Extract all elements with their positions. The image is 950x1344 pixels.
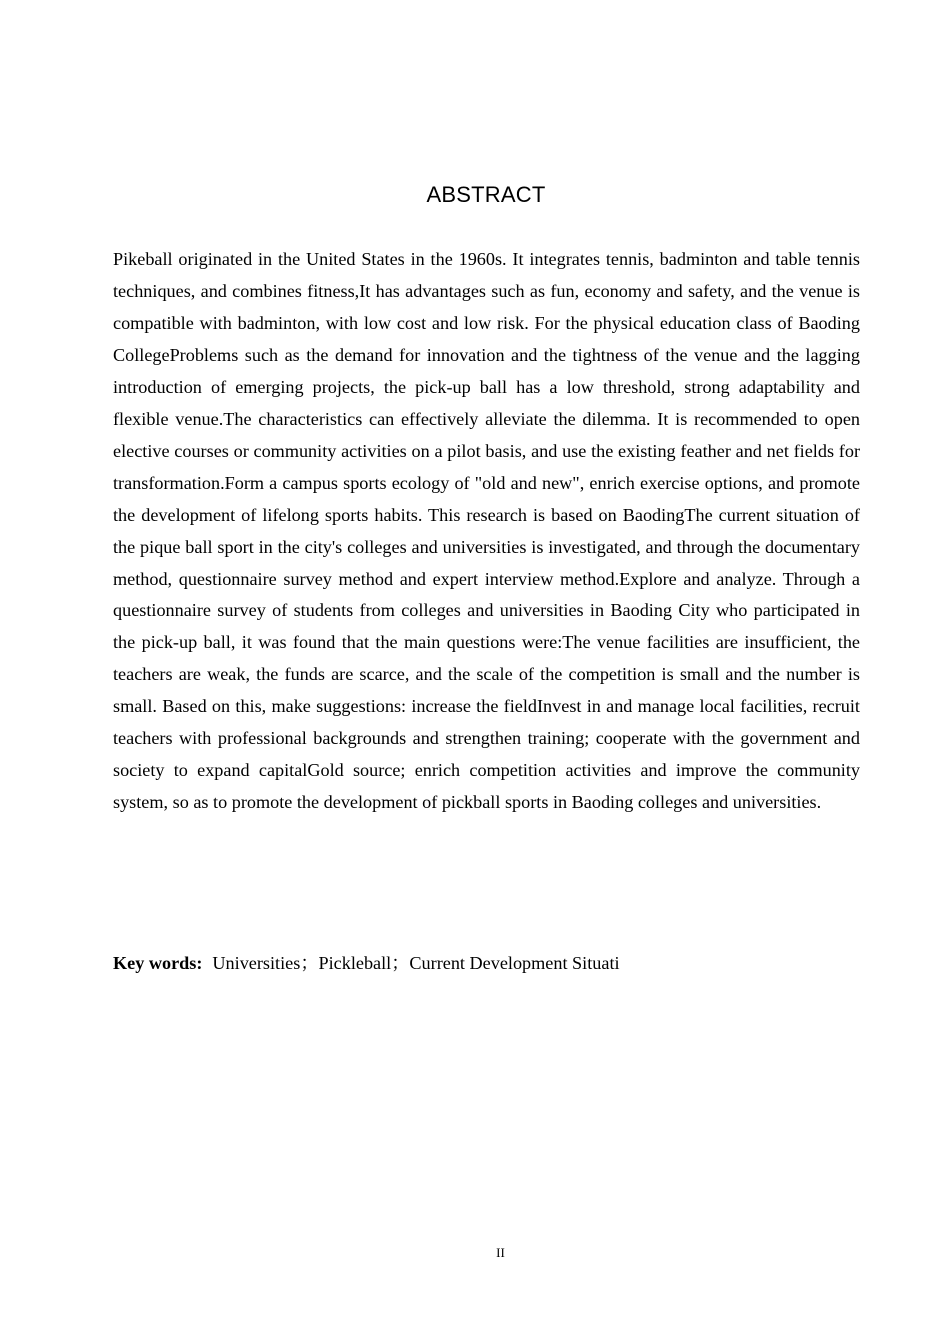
abstract-title: ABSTRACT [426, 182, 546, 207]
keywords-label: Key words: [113, 953, 203, 973]
keywords-value: Universities；Pickleball；Current Development Situati [212, 953, 620, 973]
keywords-line [113, 947, 860, 979]
abstract-body: Pikeball originated in the United States in the 1960s. It integrates tennis, badminton and table tennis techniques, and combines fitness,It has advantages such as fun, economy and safety, and the venue is compatible with badminton, with low cost and low risk. For the physical education class of Baoding CollegeProblems such as the demand for innovation and the tightness of the venue and the lagging introduction of emerging projects, the pick-up ball has a low threshold, strong adaptability and flexible venue.The characteristics can effectively alleviate the dilemma. It is recommended to open elective courses or community activities on a pilot basis, and use the existing feather and net fields for transformation.Form a campus sports ecology of "old and new", enrich exercise options, and promote the development of lifelong sports habits. This research is based on BaodingThe current situation of the pique ball sport in the city's colleges and universities is investigated, and through the documentary method, questionnaire survey method and expert interview method.Explore and analyze. Through a questionnaire survey of students from colleges and universities in Baoding City who participated in the pick-up ball, it was found that the main questions were:The venue facilities are insufficient, the teachers are weak, the funds are scarce, and the scale of the competition is small and the number is small. Based on this, make suggestions: increase the fieldInvest in and manage local facilities, recruit teachers with professional backgrounds and strengthen training; cooperate with the government and society to expand capitalGold source; enrich competition activities and improve the community system, so as to promote the development of pickball sports in Baoding colleges and universities. [113, 249, 860, 813]
page-number: II [496, 1245, 505, 1260]
